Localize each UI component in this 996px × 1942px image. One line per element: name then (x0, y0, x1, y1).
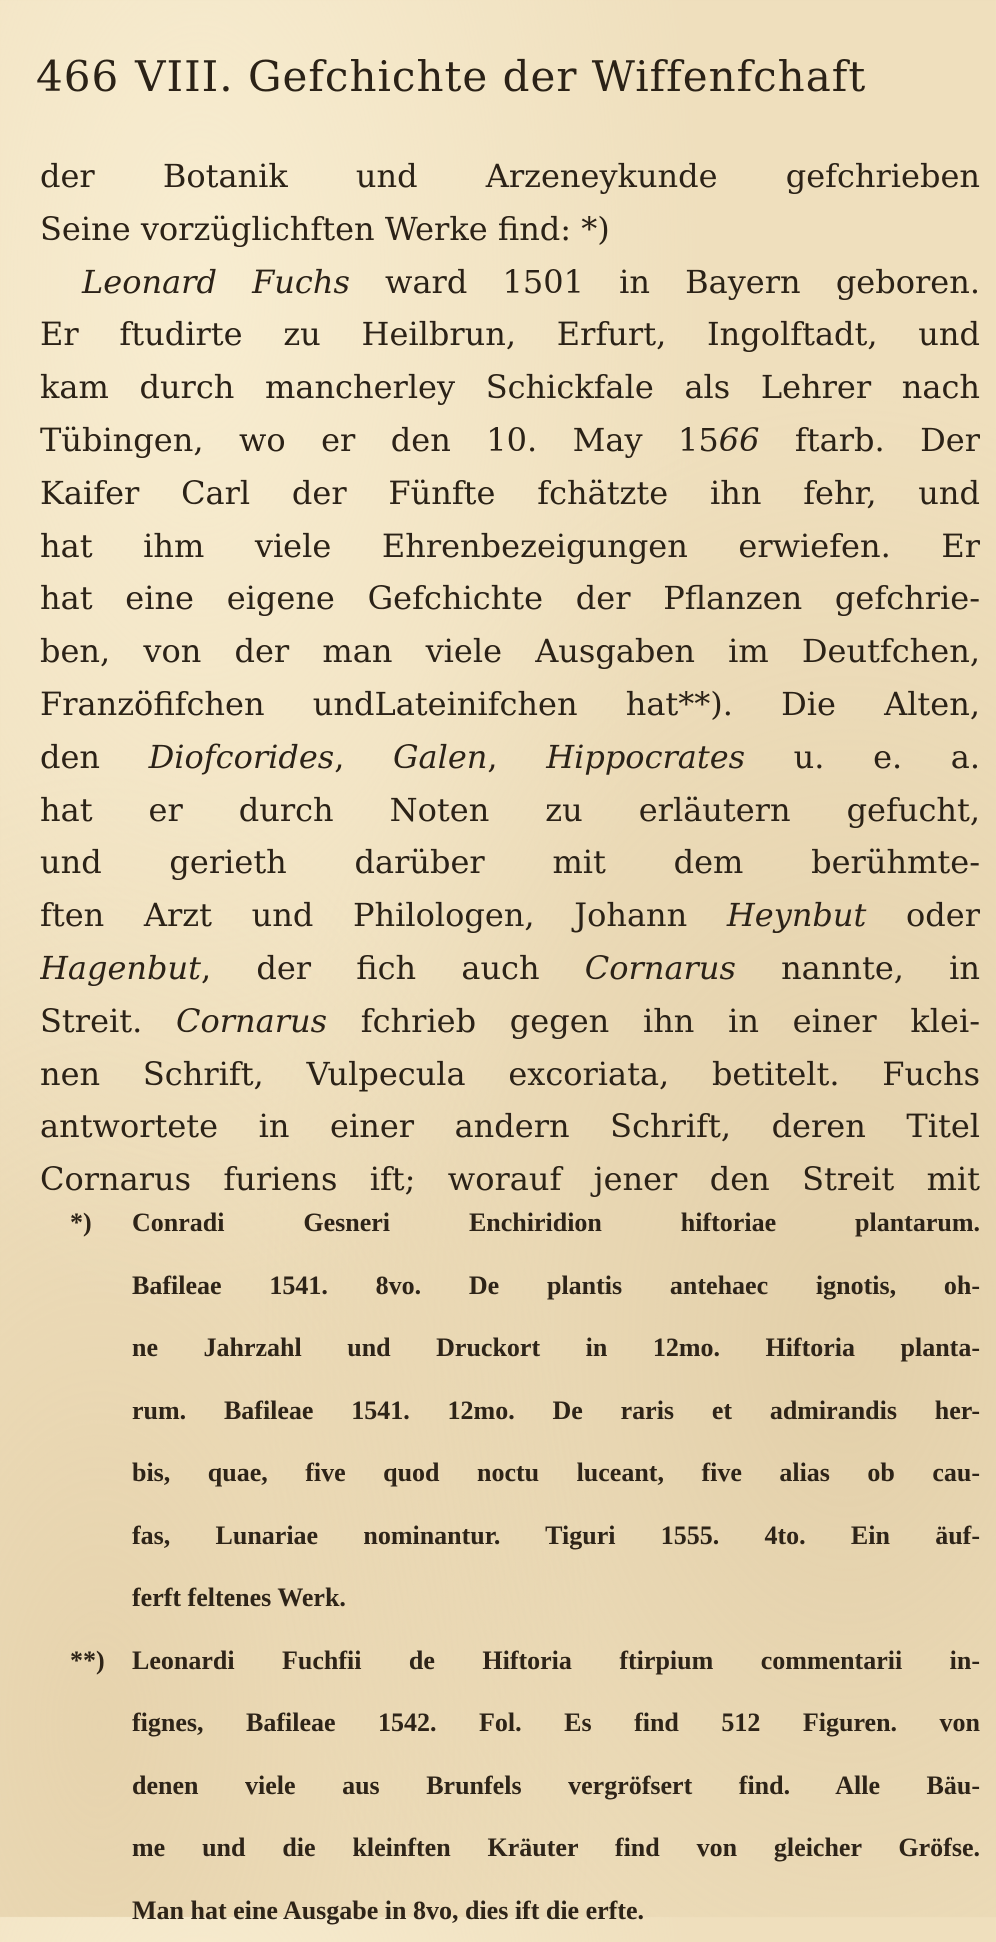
text-line-17: Streit. Cornarus fchrieb gegen ihn in einer klei- (40, 995, 980, 1048)
footnote-2-line-4: me und die kleinften Kräuter find von gleicher Gröfse. (70, 1817, 980, 1880)
text-line-10: ben, von der man viele Ausgaben im Deutfchen, (40, 625, 980, 678)
footnote-1-line-2: Bafileae 1541. 8vo. De plantis antehaec ignotis, oh- (70, 1255, 980, 1318)
text-line-7: Kaifer Carl der Fünfte fchätzte ihn fehr, und (40, 467, 980, 520)
footnote-marker: **) (70, 1630, 132, 1693)
text-line-14: und gerieth darüber mit dem berühmte- (40, 836, 980, 889)
text-line-1: der Botanik und Arzeneykunde gefchrieben (40, 150, 980, 203)
footnote-1-line-3: ne Jahrzahl und Druckort in 12mo. Hiftoria planta- (70, 1317, 980, 1380)
footnote-1-line-6: fas, Lunariae nominantur. Tiguri 1555. 4to. Ein äuf- (70, 1505, 980, 1568)
text-line-19: antwortete in einer andern Schrift, deren Titel (40, 1100, 980, 1153)
text-line-20: Cornarus furiens ift; worauf jener den Streit mit (40, 1153, 980, 1206)
footnote-1-line-7: ferft feltenes Werk. (70, 1567, 980, 1630)
text-line-16: Hagenbut, der fich auch Cornarus nannte, in (40, 942, 980, 995)
footnote-marker: *) (70, 1192, 132, 1255)
chapter-title: VIII. Gefchichte der Wiffenfchaft (135, 52, 866, 101)
text-line-9: hat eine eigene Gefchichte der Pflanzen gefchrie- (40, 572, 980, 625)
text-line-5: kam durch mancherley Schickfale als Lehrer nach (40, 361, 980, 414)
footnote-2-line-1: **) Leonardi Fuchfii de Hiftoria ftirpium commentarii in- (70, 1630, 980, 1693)
text-line-15: ften Arzt und Philologen, Johann Heynbut oder (40, 889, 980, 942)
running-head (36, 52, 956, 112)
footnote-1-line-4: rum. Bafileae 1541. 12mo. De raris et admirandis her- (70, 1380, 980, 1443)
text-line-18: nen Schrift, Vulpecula excoriata, betitelt. Fuchs (40, 1048, 980, 1101)
page-number: 466 (36, 52, 119, 101)
main-text (40, 150, 980, 1206)
text-line-13: hat er durch Noten zu erläutern gefucht, (40, 784, 980, 837)
text-line-8: hat ihm viele Ehrenbezeigungen erwiefen. Er (40, 520, 980, 573)
text-line-3: Leonard Fuchs ward 1501 in Bayern geboren. (40, 256, 980, 309)
text-line-4: Er ftudirte zu Heilbrun, Erfurt, Ingolftadt, und (40, 308, 980, 361)
text-line-2: Seine vorzüglichften Werke find: *) (40, 203, 980, 256)
footnote-2-line-5: Man hat eine Ausgabe in 8vo, dies ift die erfte. (70, 1880, 980, 1942)
text-line-6: Tübingen, wo er den 10. May 1566 ftarb. Der (40, 414, 980, 467)
footnote-2-line-3: denen viele aus Brunfels vergröfsert find. Alle Bäu- (70, 1755, 980, 1818)
footnote-2-line-2: fignes, Bafileae 1542. Fol. Es find 512 Figuren. von (70, 1692, 980, 1755)
footnote-1-line-5: bis, quae, five quod noctu luceant, five alias ob cau- (70, 1442, 980, 1505)
person-name: Leonard Fuchs (82, 263, 350, 301)
footnotes (70, 1192, 980, 1942)
footnote-1-line-1: *) Conradi Gesneri Enchiridion hiftoriae plantarum. (70, 1192, 980, 1255)
text-line-11: Franzöfifchen undLateinifchen hat**). Die Alten, (40, 678, 980, 731)
text-line-12: den Diofcorides, Galen, Hippocrates u. e. a. (40, 731, 980, 784)
